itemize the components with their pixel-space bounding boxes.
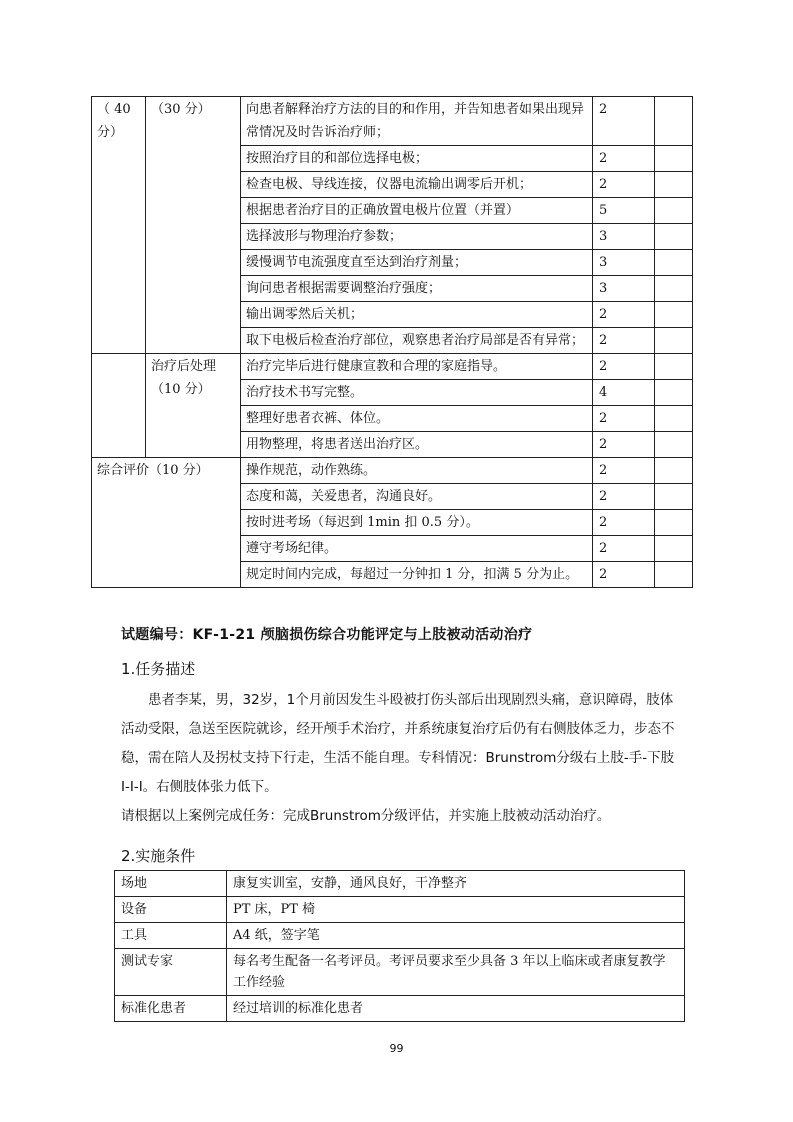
criterion-cell: 遵守考场纪律。 xyxy=(241,536,593,562)
points-cell: 2 xyxy=(593,484,655,510)
points-cell: 2 xyxy=(593,536,655,562)
criterion-cell: 向患者解释治疗方法的目的和作用，并告知患者如果出现异常情况及时告诉治疗师； xyxy=(241,97,593,146)
section-title-conditions: 2.实施条件 xyxy=(121,847,196,865)
page-number: 99 xyxy=(389,1042,404,1055)
task-paragraph: 患者李某，男，32岁，1个月前因发生斗殴被打伤头部后出现剧烈头痛，意识障碍，肢体活动受限，急送至医院就诊，经开颅手术治疗，并系统康复治疗后仍有右侧肢体乏力，步态不稳，需在陪人及拐杖支持下行走，生活不能自理。专科情况：Brunstrom分级右上肢-手-下肢Ⅰ-Ⅰ-Ⅰ。右侧肢体张力低下。 xyxy=(121,692,675,795)
criterion-cell: 整理好患者衣裤、体位。 xyxy=(241,406,593,432)
score-cell xyxy=(655,328,693,354)
score-cell xyxy=(655,484,693,510)
criterion-cell: 态度和蔼，关爱患者，沟通良好。 xyxy=(241,484,593,510)
criterion-cell: 按照治疗目的和部位选择电极； xyxy=(241,146,593,172)
category-cell: （ 40 分） xyxy=(92,97,146,354)
task-description xyxy=(121,686,681,831)
score-cell xyxy=(655,432,693,458)
points-cell: 2 xyxy=(593,562,655,588)
conditions-table xyxy=(114,870,685,1022)
condition-label: 场地 xyxy=(115,871,227,897)
points-cell: 2 xyxy=(593,510,655,536)
points-cell: 2 xyxy=(593,406,655,432)
score-cell xyxy=(655,354,693,380)
condition-label: 测试专家 xyxy=(115,949,227,996)
criterion-cell: 用物整理，将患者送出治疗区。 xyxy=(241,432,593,458)
task-request: 请根据以上案例完成任务：完成Brunstrom分级评估，并实施上肢被动活动治疗。 xyxy=(121,808,611,824)
points-cell: 5 xyxy=(593,198,655,224)
subcategory-cell: （30 分） xyxy=(146,97,241,354)
criterion-cell: 按时进考场（每迟到 1min 扣 0.5 分）。 xyxy=(241,510,593,536)
condition-label: 设备 xyxy=(115,897,227,923)
criterion-cell: 治疗技术书写完整。 xyxy=(241,380,593,406)
criterion-cell: 询问患者根据需要调整治疗强度； xyxy=(241,276,593,302)
table-row xyxy=(115,871,685,897)
subcategory-cell: 治疗后处理（10 分） xyxy=(146,354,241,458)
criterion-cell: 缓慢调节电流强度直至达到治疗剂量； xyxy=(241,250,593,276)
points-cell: 3 xyxy=(593,250,655,276)
scoring-table xyxy=(91,96,693,588)
condition-value: A4 纸，签字笔 xyxy=(227,923,685,949)
exam-item-heading: 试题编号：KF-1-21 颅脑损伤综合功能评定与上肢被动活动治疗 xyxy=(121,627,533,643)
points-cell: 2 xyxy=(593,302,655,328)
category-cell-empty xyxy=(92,354,146,458)
table-row xyxy=(92,354,693,380)
score-cell xyxy=(655,458,693,484)
condition-value: 经过培训的标准化患者 xyxy=(227,996,685,1022)
condition-value: 每名考生配备一名考评员。考评员要求至少具备 3 年以上临床或者康复教学工作经验 xyxy=(227,949,685,996)
score-cell xyxy=(655,536,693,562)
points-cell: 3 xyxy=(593,224,655,250)
points-cell: 2 xyxy=(593,458,655,484)
score-cell xyxy=(655,406,693,432)
points-cell: 2 xyxy=(593,328,655,354)
score-cell xyxy=(655,146,693,172)
points-cell: 3 xyxy=(593,276,655,302)
table-row xyxy=(115,949,685,996)
points-cell: 2 xyxy=(593,354,655,380)
criterion-cell: 根据患者治疗目的正确放置电极片位置（并置） xyxy=(241,198,593,224)
condition-value: PT 床，PT 椅 xyxy=(227,897,685,923)
score-cell xyxy=(655,250,693,276)
criterion-cell: 检查电极、导线连接，仪器电流输出调零后开机； xyxy=(241,172,593,198)
score-cell xyxy=(655,276,693,302)
criterion-cell: 治疗完毕后进行健康宣教和合理的家庭指导。 xyxy=(241,354,593,380)
criterion-cell: 操作规范，动作熟练。 xyxy=(241,458,593,484)
points-cell: 2 xyxy=(593,432,655,458)
points-cell: 4 xyxy=(593,380,655,406)
section-title-task: 1.任务描述 xyxy=(121,660,196,678)
condition-label: 标准化患者 xyxy=(115,996,227,1022)
score-cell xyxy=(655,97,693,146)
score-cell xyxy=(655,224,693,250)
table-row xyxy=(115,996,685,1022)
table-row xyxy=(92,97,693,146)
points-cell: 2 xyxy=(593,172,655,198)
criterion-cell: 规定时间内完成，每超过一分钟扣 1 分，扣满 5 分为止。 xyxy=(241,562,593,588)
points-cell: 2 xyxy=(593,146,655,172)
criterion-cell: 选择波形与物理治疗参数； xyxy=(241,224,593,250)
score-cell xyxy=(655,380,693,406)
category-cell: 综合评价（10 分） xyxy=(92,458,241,588)
table-row xyxy=(115,897,685,923)
criterion-cell: 取下电极后检查治疗部位，观察患者治疗局部是否有异常； xyxy=(241,328,593,354)
score-cell xyxy=(655,198,693,224)
condition-value: 康复实训室，安静，通风良好，干净整齐 xyxy=(227,871,685,897)
score-cell xyxy=(655,302,693,328)
criterion-cell: 输出调零然后关机； xyxy=(241,302,593,328)
score-cell xyxy=(655,172,693,198)
condition-label: 工具 xyxy=(115,923,227,949)
table-row xyxy=(92,458,693,484)
points-cell: 2 xyxy=(593,97,655,146)
score-cell xyxy=(655,510,693,536)
table-row xyxy=(115,923,685,949)
score-cell xyxy=(655,562,693,588)
